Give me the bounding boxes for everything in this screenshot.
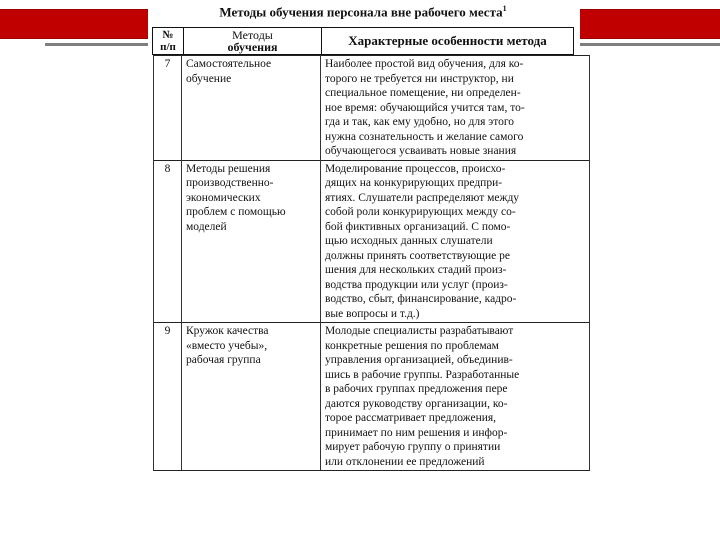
method-line: Самостоятельное [186, 58, 272, 70]
row-number: 7 [154, 56, 182, 161]
header-features: Характерные особенности метода [348, 33, 547, 48]
feature-line: водство, сбыт, финансирование, кадро- [325, 293, 517, 305]
header-number [153, 28, 184, 54]
feature-line: торого не требуется ни инструктор, ни [325, 72, 514, 85]
row-features [321, 56, 590, 161]
row-method [182, 160, 321, 323]
row-number: 9 [154, 323, 182, 471]
header-method-line2: обучения [227, 40, 278, 54]
feature-line: нужна сознательность и желание самого [325, 130, 524, 143]
method-line: Кружок качества [186, 325, 269, 337]
methods-table [153, 55, 590, 471]
decorative-red-bar-left [0, 9, 148, 39]
table-title-text: Методы обучения персонала вне рабочего места [219, 4, 503, 20]
feature-line: или отклонении ее предложений [325, 455, 485, 468]
feature-line: бой фиктивных организаций. С помо- [325, 220, 511, 233]
feature-line: шения для нескольких стадий произ- [325, 264, 507, 276]
decorative-red-bar-right [580, 9, 720, 39]
feature-line: в рабочих группах предложения пере [325, 383, 508, 395]
feature-line: управления организацией, объединив- [325, 354, 513, 366]
footnote-marker: 1 [502, 4, 507, 13]
row-method [182, 323, 321, 471]
method-line: рабочая группа [186, 354, 261, 366]
header-method-line1: Методы [232, 28, 273, 42]
header-number-line2: п/п [160, 41, 176, 53]
method-line: обучение [186, 72, 232, 85]
method-line: экономических [186, 191, 261, 204]
feature-line: собой роли конкурирующих между со- [325, 206, 516, 218]
method-line: Методы решения [186, 162, 271, 175]
row-method [182, 56, 321, 161]
decorative-gray-line-right [580, 43, 720, 46]
row-number: 8 [154, 160, 182, 323]
feature-line: водства продукции или услуг (произ- [325, 278, 508, 291]
feature-line: дящих на конкурирующих предпри- [325, 177, 503, 189]
feature-line: Наиболее простой вид обучения, для ко- [325, 58, 524, 70]
feature-line: мирует рабочую группу о принятии [325, 441, 501, 453]
method-line: моделей [186, 220, 227, 233]
feature-line: принимает по ним решения и инфор- [325, 426, 508, 439]
row-features [321, 160, 590, 323]
method-line: «вместо учебы», [186, 339, 268, 352]
table-row [154, 160, 590, 323]
feature-line: гда и так, как ему удобно, но для этого [325, 116, 515, 128]
method-line: производственно- [186, 177, 274, 189]
feature-line: Молодые специалисты разрабатывают [325, 325, 514, 337]
feature-line: специальное помещение, ни определен- [325, 87, 521, 99]
feature-line: обучающегося усваивать новые знания [325, 145, 517, 157]
table-row [154, 323, 590, 471]
feature-line: щью исходных данных слушатели [325, 235, 493, 247]
table-title [152, 1, 574, 20]
table-header [152, 27, 574, 55]
method-line: проблем с помощью [186, 206, 286, 218]
feature-line: торое рассматривает предложения, [325, 412, 497, 424]
feature-line: должны принять соответствующие ре [325, 249, 510, 262]
feature-line: ятиях. Слушатели распределяют между [325, 191, 520, 204]
feature-line: вые вопросы и т.д.) [325, 307, 420, 320]
feature-line: ное время: обучающийся учится там, то- [325, 101, 525, 114]
header-number-line1: № [162, 29, 174, 41]
feature-line: Моделирование процессов, происхо- [325, 162, 506, 175]
feature-line: шись в рабочие группы. Разработанные [325, 368, 520, 381]
row-features [321, 323, 590, 471]
header-method [184, 28, 322, 54]
table-row [154, 56, 590, 161]
feature-line: конкретные решения по проблемам [325, 339, 499, 352]
decorative-gray-line-left [45, 43, 148, 46]
feature-line: даются руководству организации, ко- [325, 397, 508, 410]
